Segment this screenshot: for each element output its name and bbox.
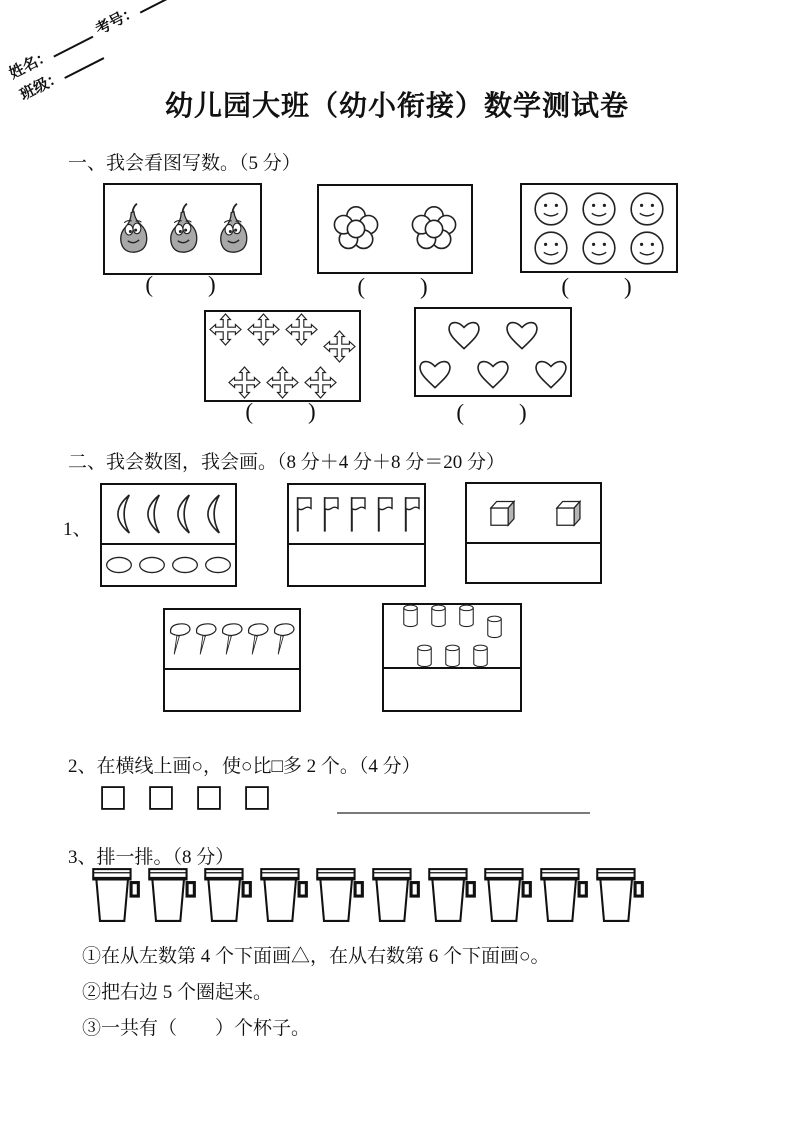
smiley-icon — [629, 230, 665, 266]
flag-icon — [320, 492, 340, 536]
cylinder-icon — [485, 614, 504, 640]
cup-icon — [312, 866, 365, 923]
smiley-icon — [629, 191, 665, 227]
moons-shapes — [115, 493, 222, 535]
cross-icon — [209, 313, 242, 346]
square-icon — [148, 785, 174, 811]
cup-icon — [88, 866, 141, 923]
cup-icon — [368, 866, 421, 923]
square-icon — [244, 785, 270, 811]
crescent-icon — [115, 493, 132, 535]
crescent-icon — [145, 493, 162, 535]
smiley-icon — [533, 191, 569, 227]
flower-icon — [329, 202, 383, 256]
smileys-answer-blank: ( ) — [561, 274, 633, 299]
question2-text: 2、在横线上画○，使○比□多 2 个。（4 分） — [68, 756, 421, 777]
cube-icon — [483, 495, 519, 531]
oval-icon — [138, 555, 166, 575]
smiley-icon — [581, 230, 617, 266]
question3-sub1: ①在从左数第 4 个下面画△，在从右数第 6 个下面画○。 — [82, 946, 550, 967]
cylinder-icon — [443, 643, 462, 669]
pears-shapes — [111, 202, 255, 257]
flag-icon — [401, 492, 421, 536]
heart-icon — [502, 315, 542, 351]
cups-row — [88, 866, 645, 923]
crosses-box — [204, 310, 361, 402]
smileys-box — [520, 183, 678, 273]
cylinders-answer-cell — [384, 669, 520, 710]
pin-icon — [220, 621, 244, 657]
cup-icon — [256, 866, 309, 923]
cubes-shapes — [483, 495, 585, 531]
crosses-answer-blank: ( ) — [245, 399, 317, 424]
question3-sub2: ②把右边 5 个圈起来。 — [82, 982, 273, 1003]
flags-answer-cell — [289, 545, 424, 585]
crescent-icon — [175, 493, 192, 535]
flower-icon — [407, 202, 461, 256]
cross-icon — [228, 366, 261, 399]
oval-icon — [171, 555, 199, 575]
smiley-icon — [581, 191, 617, 227]
square-icon — [100, 785, 126, 811]
squares-row — [100, 785, 270, 811]
section1-heading: 一、我会看图写数。（5 分） — [68, 153, 301, 174]
flowers-answer-blank: ( ) — [357, 274, 429, 299]
pins-answer-cell — [165, 670, 299, 710]
flags-shapes — [293, 492, 421, 536]
cross-icon — [247, 313, 280, 346]
pears-box — [103, 183, 262, 275]
cylinder-icon — [457, 603, 476, 629]
cup-icon — [592, 866, 645, 923]
crosses-shapes — [209, 313, 356, 399]
cylinder-icon — [415, 643, 434, 669]
cubes-answer-cell — [467, 544, 600, 582]
question3-text: 3、排一排。（8 分） — [68, 847, 235, 868]
pear-icon — [161, 202, 205, 257]
cylinder-icon — [429, 603, 448, 629]
flag-icon — [293, 492, 313, 536]
heart-icon — [473, 354, 513, 390]
flowers-shapes — [329, 202, 461, 256]
cubes-box — [465, 482, 602, 584]
item1-label: 1、 — [63, 519, 92, 540]
question3-sub3: ③一共有（ ）个杯子。 — [82, 1018, 311, 1039]
cup-icon — [200, 866, 253, 923]
cross-icon — [304, 366, 337, 399]
hearts-shapes — [415, 315, 571, 390]
section2-heading: 二、我会数图，我会画。（8 分＋4 分＋8 分＝20 分） — [68, 452, 506, 473]
name-label: 姓名： — [6, 47, 55, 83]
oval-icon — [105, 555, 133, 575]
smileys-shapes — [533, 191, 665, 266]
flowers-box — [317, 184, 473, 274]
cylinder-icon — [401, 603, 420, 629]
pin-icon — [246, 621, 270, 657]
smiley-icon — [533, 230, 569, 266]
oval-icon — [204, 555, 232, 575]
pin-icon — [168, 621, 192, 657]
pins-shapes — [168, 621, 296, 657]
pear-icon — [211, 202, 255, 257]
cup-icon — [536, 866, 589, 923]
cross-icon — [285, 313, 318, 346]
crescent-icon — [205, 493, 222, 535]
cup-icon — [480, 866, 533, 923]
heart-icon — [415, 354, 455, 390]
flags-box — [287, 483, 426, 587]
hearts-box — [414, 307, 572, 397]
class-label: 班级： — [17, 69, 66, 104]
square-icon — [196, 785, 222, 811]
pins-box — [163, 608, 301, 712]
draw-circles-line — [337, 812, 590, 814]
flag-icon — [347, 492, 367, 536]
page-title: 幼儿园大班（幼小衔接）数学测试卷 — [164, 90, 629, 121]
cylinders-shapes — [401, 603, 504, 669]
cylinders-box — [382, 603, 522, 712]
heart-icon — [531, 354, 571, 390]
cube-icon — [549, 495, 585, 531]
pin-icon — [272, 621, 296, 657]
hearts-answer-blank: ( ) — [456, 400, 528, 425]
pin-icon — [194, 621, 218, 657]
moons-box — [100, 483, 237, 587]
flag-icon — [374, 492, 394, 536]
pears-answer-blank: ( ) — [145, 272, 217, 297]
cylinder-icon — [471, 643, 490, 669]
cross-icon — [323, 330, 356, 363]
cup-icon — [144, 866, 197, 923]
heart-icon — [444, 315, 484, 351]
cross-icon — [266, 366, 299, 399]
exam-number-label: 考号： — [93, 3, 141, 39]
cup-icon — [424, 866, 477, 923]
ovals-shapes — [105, 555, 232, 575]
pear-icon — [111, 202, 155, 257]
